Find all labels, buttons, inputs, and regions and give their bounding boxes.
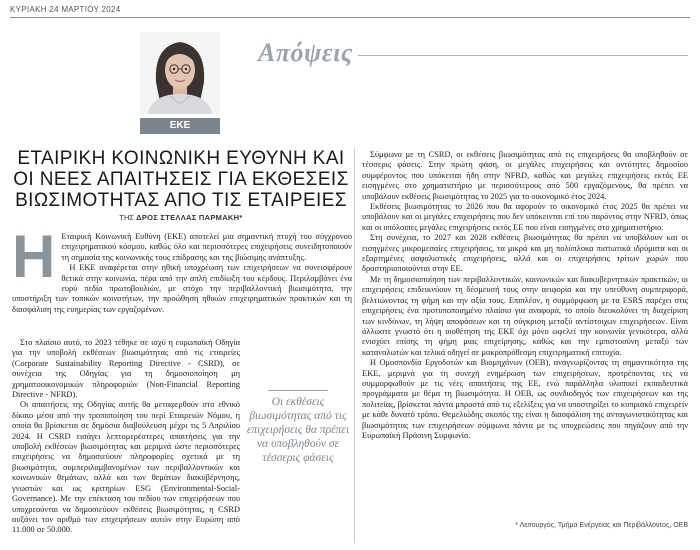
paragraph: Με τη δημοσιοποίηση των περιβαλλοντικών, κοινωνικών και διακυβερνητικών πρακτικών, οι επιχειρήσεις επιδεικνύουν τη δέσμευσή τους στην αειφορία και την υπεύθυνη συμπεριφορά, βελτιώνοντας τη φήμη και την αξία τους. Επιπλέον, η συμμόρφωση με τα ESRS παρέχει στις επιχειρήσεις ένα προτυποποιημένο πλαίσιο για αναφορά, το οποίο διευκολύνει τη διαχείριση των κινδύνων, τη λήψη αποφάσεων και τη σύγκριση μεταξύ αντίστοιχων επιχειρήσεων. Είναι άλλωστε γνωστό ότι η υιοθέτηση της ΕΚΕ όχι μόνο ωφελεί την κοινωνία γενικότερα, αλλά ενισχύει επίσης τη φήμη μιας επιχείρησης, καθώς και την εμπιστοσύνη μεταξύ των καταναλωτών και τελικά οδηγεί σε μακροπρόθεσμη επιχειρηματική επιτυχία. [362,274,688,357]
paragraph: Σύμφωνα με τη CSRD, οι εκθέσεις βιωσιμότητας από τις επιχειρήσεις θα υποβληθούν σε τέσσερις φάσεις. Στην πρώτη φάση, οι μεγάλες επιχειρήσεις και οντότητες δημοσίου συμφέροντος που υπόκειται ήδη στην NFRD, καθώς και μεγάλες επιχειρήσεις εκτός ΕΕ εισηγμένες στο χρηματιστήριο με περισσότερους από 500 εργαζόμενους, θα πρέπει να υποβάλουν εκθέσεις βιωσιμότητας το 2025 για το οικονομικό έτος 2024. [362,150,688,201]
byline-name: ΔΡΟΣ ΣΤΕΛΛΑΣ ΠΑΡΜΑΚΗ* [136,213,243,222]
dateline: ΚΥΡΙΑΚΗ 24 ΜΑΡΤΙΟΥ 2024 [10,5,121,14]
pull-quote [246,390,350,465]
author-photo [140,32,220,114]
section-title: Απόψεις [258,38,353,67]
right-column [362,150,688,441]
author-label: ΕΚΕ [140,118,220,134]
left-column [12,223,352,315]
pull-quote-text: Οι εκθέσεις βιωσιμότητας από τις επιχειρήσεις θα πρέπει να υποβληθούν σε τέσσερις φάσεις [246,396,350,464]
paragraph: Η ΕΚΕ αναφέρεται στην ηθική υποχρέωση των επιχειρήσεων να συνεισφέρουν θετικά στην κοινωνία, πέρα από την απλή επιδίωξη του κέρδους. Περιλαμβάνει ένα ευρύ πεδίο πρωτοβουλιών, με στόχο την περιβαλλοντική βιωσιμότητα, την υποστήριξη των τοπικών κοινοτήτων, την προώθηση ηθικών επιχειρηματικών πρακτικών και τη διασφάλιση της ευημερίας των εργαζομένων. [12,263,352,314]
pull-quote-rule [268,390,328,391]
paragraph: Στη συνέχεια, το 2027 και 2028 εκθέσεις βιωσιμότητας θα πρέπει να υποβάλουν και οι εισηγμένες μικρομεσαίες επιχειρήσεις, τα μικρά και μη πολύπλοκα πιστωτικά ιδρύματα και οι εξαρτημένες ασφαλιστικές επιχειρήσεις, αλλά και οι επιχειρήσεις τρίτων χωρών που δραστηριοποιούνται στην ΕΕ. [362,233,688,274]
column-divider [354,148,355,543]
byline [12,213,350,222]
paragraph: Οι απαιτήσεις της Οδηγίας αυτής θα μεταφερθούν στο εθνικό δίκαιο μέσα από την τροποποίηση του περί Εταιρειών Νόμου, η οποία θα βρίσκεται σε δημόσια διαβούλευση μέχρι τις 5 Απριλίου 2024. Η CSRD εισάγει λεπτομερέστερες απαιτήσεις για την υποβολή εκθέσεων βιωσιμότητας και μεριμνά ώστε περισσότερες επιχειρήσεις να δημοσιεύουν πληροφορίες σχετικά με τη βιωσιμότητα, συμπεριλαμβανομένων των περιβαλλοντικών και κοινωνικών θεμάτων, αλλά και των θεμάτων διακυβέρνησης, γνωστών και ως κριτηρίων ESG (Environmental-Social-Governance). Με την επέκταση του πεδίου των επιχειρήσεων που υποχρεούνται να δημοσιεύουν εκθέσεις βιωσιμότητας, η CSRD αυξάνει τον αριθμό των επιχειρήσεων αυτών στην Ευρώπη από 11.000 σε 50.000. [12,400,240,535]
paragraph: Εταιρική Κοινωνική Ευθύνη (ΕΚΕ) αποτελεί μια σημαντική πτυχή του σύγχρονου επιχειρηματικού κόσμου, καθώς όλο και περισσότερες επιχειρήσεις συνειδητοποιούν τη σημασία της κοινωνικής τους επίδρασης και της βιώσιμης ανάπτυξης. [61,232,352,262]
top-rule [10,17,690,18]
paragraph: Η Ομοσπονδία Εργοδοτών και Βιομηχάνων (ΟΕΒ), αναγνωρίζοντας τη σημαντικότητα της ΕΚΕ, μεριμνά για τη συνεχή ενημέρωση των επιχειρήσεων, προτρέποντας τες να συμμορφωθούν με τις νέες απαιτήσεις της ΕΕ, ενώ παράλληλα υλοποιεί εκπαιδευτικά προγράμματα με θέμα τη βιωσιμότητα. Η ΟΕΒ, ως συνδιοδηγός των επιχειρήσεων και της πολιτείας, βρίσκεται πάντα μπροστά από τις εξελίξεις για να υποστηρίξει το κυπριακό επιχειρείν με κάθε δυνατό τρόπο. Θεμελιώδης σκοπός της είναι η διασφάλιση της ανταγωνιστικότητας και βιωσιμότητας των επιχειρήσεων σύμφωνα πάντα με τις υποχρεώσεις που πηγάζουν από την Ευρωπαϊκή Πράσινη Συμφωνία. [362,358,688,440]
byline-prefix: ΤΗΣ [119,213,137,222]
paragraph: Εκθέσεις βιωσιμότητας το 2026 που θα αφορούν το οικονομικό έτος 2025 θα πρέπει να υποβάλουν και οι μεγάλες επιχειρήσεις που δεν υπόκεινται επί του παρόντος στην NFRD, όπως και οι υπόλοιπες μεγάλες επιχειρήσεις εκτός ΕΕ που είναι εισηγμένες στο χρηματιστήριο. [362,202,688,232]
section-rule [358,55,688,56]
paragraph: Στο πλαίσιο αυτό, το 2023 τέθηκε σε ισχύ η ευρωπαϊκή Οδηγία για την υποβολή εκθέσεων βιωσιμότητας από τις εταιρείες (Corporate Sustainability Reporting Directive - CSRD), σε συνέχεια της Οδηγίας για τη δημοσιοποίηση μη χρηματοοικονομικών πληροφοριών (Non-Financial Reporting Directive - NFRD). [12,338,240,400]
article-headline: ΕΤΑΙΡΙΚΗ ΚΟΙΝΩΝΙΚΗ ΕΥΘΥΝΗ ΚΑΙ ΟΙ ΝΕΕΣ ΑΠΑΙΤΗΣΕΙΣ ΓΙΑ ΕΚΘΕΣΕΙΣ ΒΙΩΣΙΜΟΤΗΤΑΣ ΑΠΟ ΤΙΣ ΕΤΑΙΡΕΙΕΣ [13,148,349,211]
author-footnote: * Λειτουργός, Τμήμα Ενέργειας και Περιβάλλοντος, ΟΕΒ [515,522,688,529]
drop-cap: Η [12,223,56,290]
